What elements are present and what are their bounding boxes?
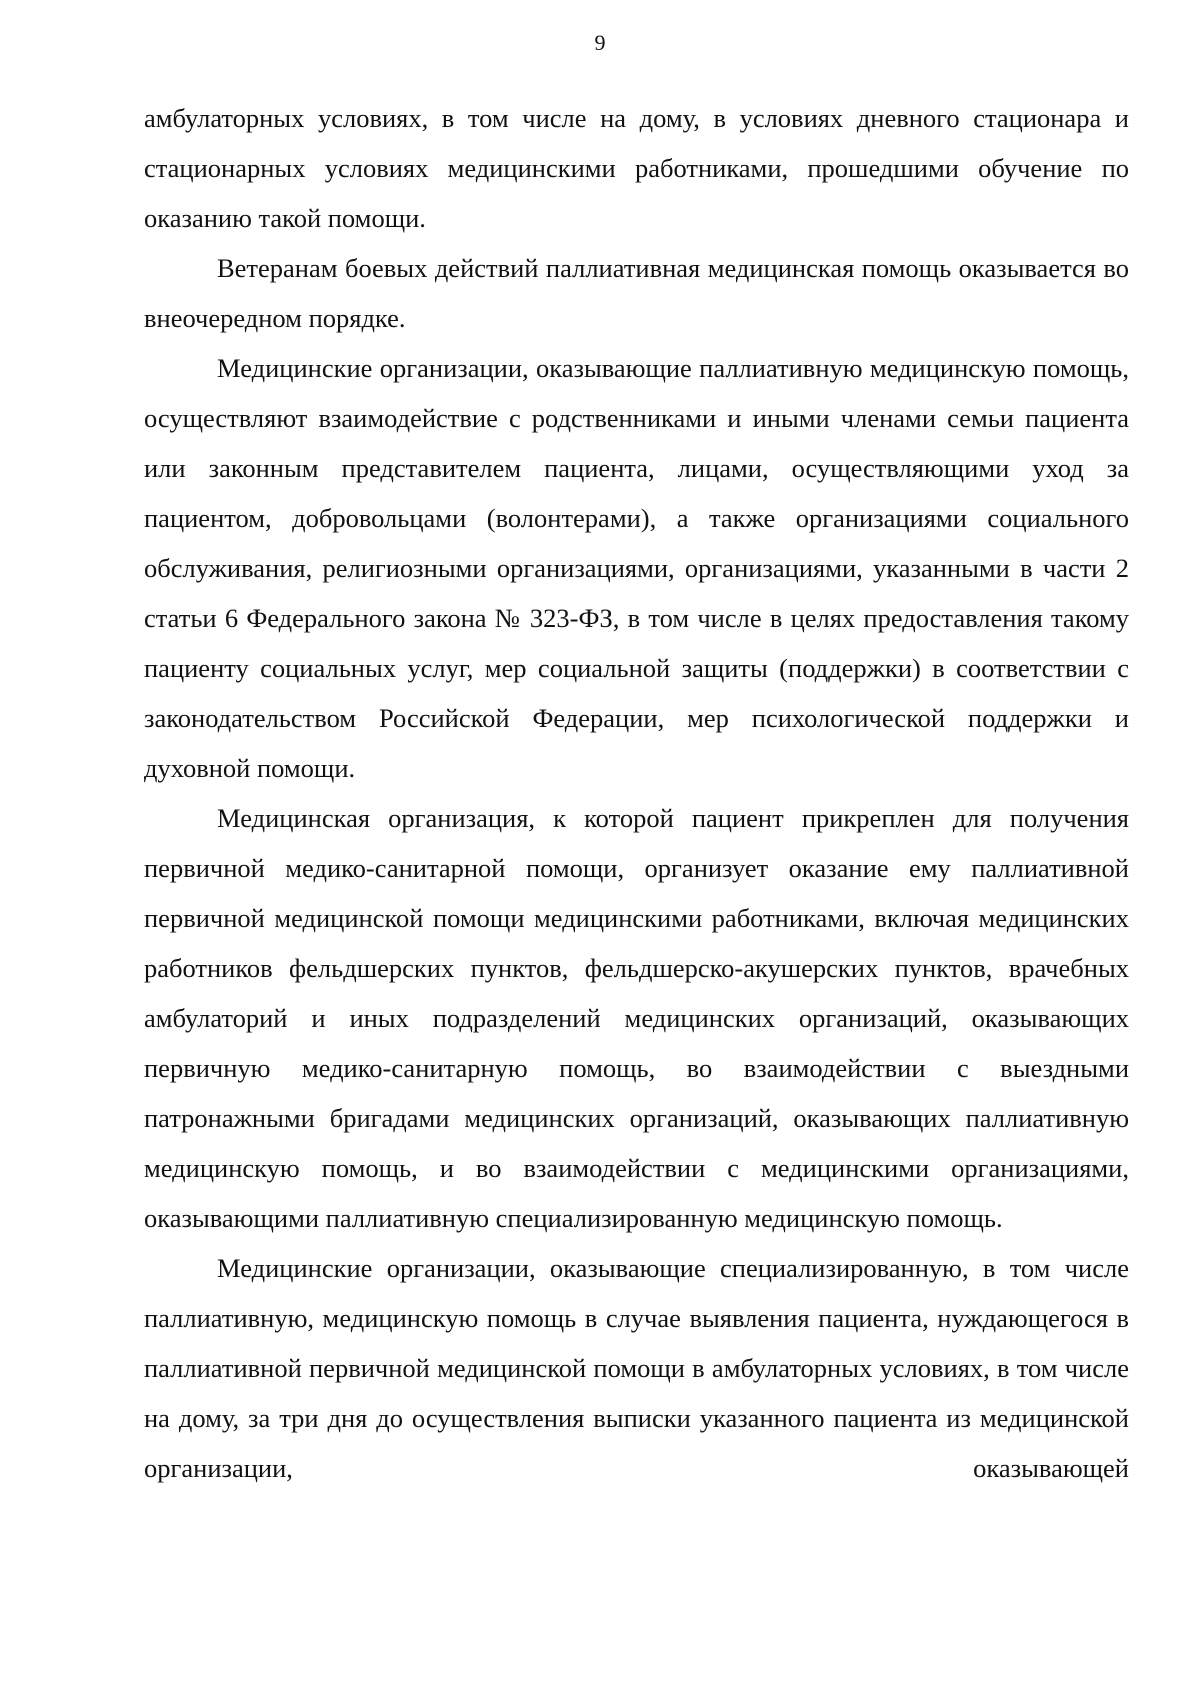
document-body [144,93,1129,1493]
paragraph-continuation: амбулаторных условиях, в том числе на дому, в условиях дневного стационара и стационарных условиях медицинскими работниками, прошедшими обучение по оказанию такой помощи. [144,103,1129,233]
paragraph-interaction: Медицинские организации, оказывающие паллиативную медицинскую помощь, осуществляют взаимодействие с родственниками и иными членами семьи пациента или законным представителем пациента, лицами, осуществляющими уход за пациентом, добровольцами (волонтерами), а также организациями социального обслуживания, религиозными организациями, организациями, указанными в части 2 статьи 6 Федерального закона № 323-ФЗ, в том числе в целях предоставления такому пациенту социальных услуг, мер социальной защиты (поддержки) в соответствии с законодательством Российской Федерации, мер психологической поддержки и духовной помощи. [144,353,1129,783]
paragraph-primary-care: Медицинская организация, к которой пациент прикреплен для получения первичной медико-санитарной помощи, организует оказание ему паллиативной первичной медицинской помощи медицинскими работниками, включая медицинских работников фельдшерских пунктов, фельдшерско-акушерских пунктов, врачебных амбулаторий и иных подразделений медицинских организаций, оказывающих первичную медико-санитарную помощь, во взаимодействии с выездными патронажными бригадами медицинских организаций, оказывающих паллиативную медицинскую помощь, и во взаимодействии с медицинскими организациями, оказывающими паллиативную специализированную медицинскую помощь. [144,803,1129,1233]
page-number: 9 [594,30,606,55]
paragraph-veterans: Ветеранам боевых действий паллиативная медицинская помощь оказывается во внеочередном порядке. [144,253,1129,333]
paragraph-specialized-care: Медицинские организации, оказывающие специализированную, в том числе паллиативную, медицинскую помощь в случае выявления пациента, нуждающегося в паллиативной первичной медицинской помощи в амбулаторных условиях, в том числе на дому, за три дня до осуществления выписки указанного пациента из медицинской организации, оказывающей [144,1253,1129,1483]
